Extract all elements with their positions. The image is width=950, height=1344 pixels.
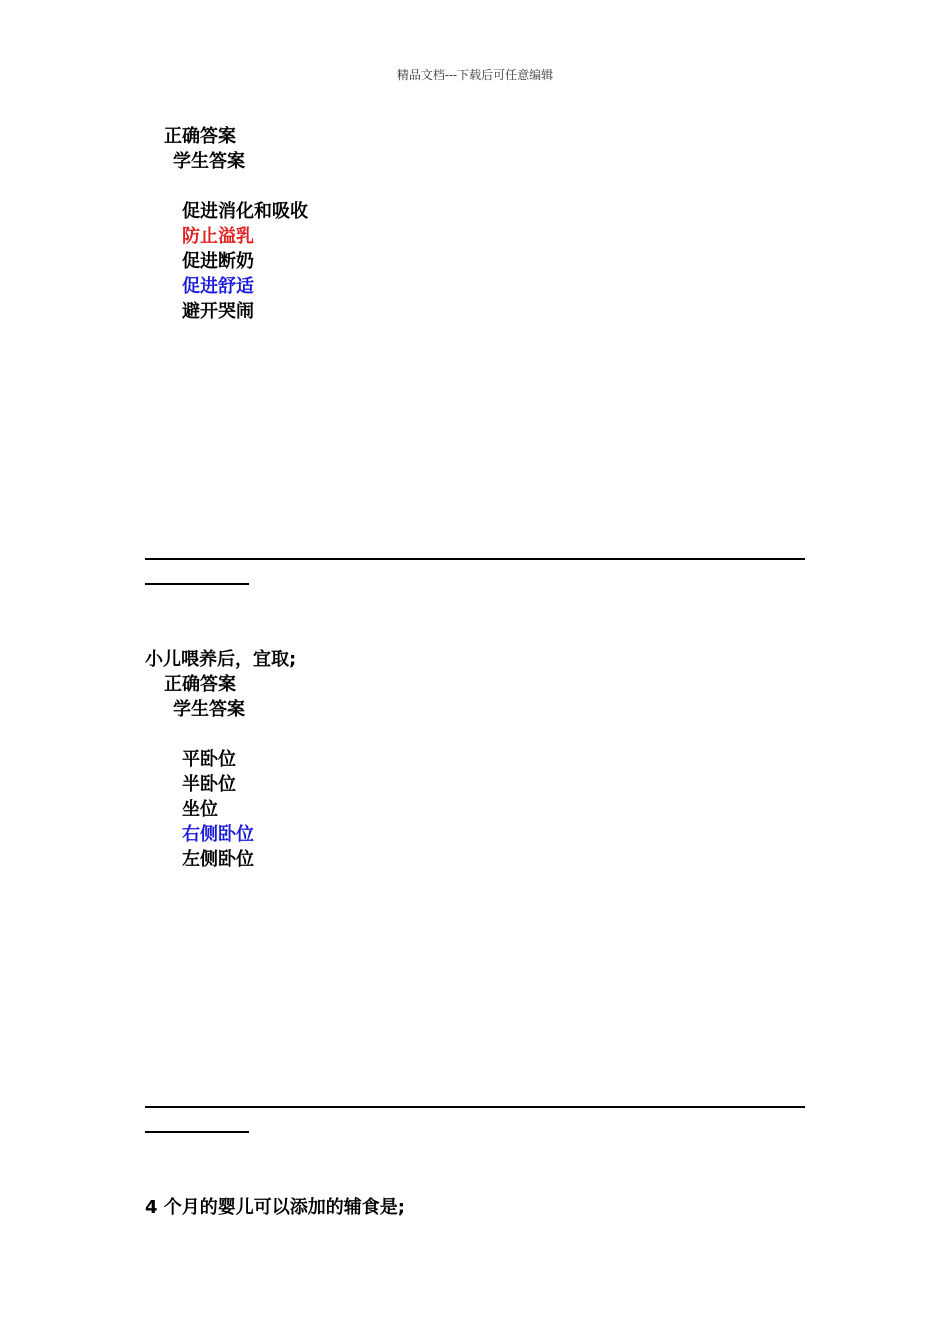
separator-line-tail <box>145 1131 249 1133</box>
separator-line <box>145 1106 805 1108</box>
option-item-correct: 防止溢乳 <box>182 226 254 247</box>
option-item: 促进消化和吸收 <box>182 201 308 222</box>
option-item-student: 促进舒适 <box>182 276 254 297</box>
correct-answer-label: 正确答案 <box>164 126 236 147</box>
option-item: 左侧卧位 <box>182 849 254 870</box>
option-item-student: 右侧卧位 <box>182 824 254 845</box>
option-item: 半卧位 <box>182 774 236 795</box>
separator-line-tail <box>145 583 249 585</box>
option-item: 避开哭闹 <box>182 301 254 322</box>
option-item: 坐位 <box>182 799 218 820</box>
option-item: 促进断奶 <box>182 251 254 272</box>
correct-answer-label: 正确答案 <box>164 674 236 695</box>
student-answer-label: 学生答案 <box>173 151 245 172</box>
question-text: 4 个月的婴儿可以添加的辅食是; <box>145 1197 405 1218</box>
separator-line <box>145 558 805 560</box>
question-text: 小儿喂养后，宜取; <box>145 649 297 670</box>
student-answer-label: 学生答案 <box>173 699 245 720</box>
option-item: 平卧位 <box>182 749 236 770</box>
page-header: 精品文档---下载后可任意编辑 <box>396 68 554 82</box>
